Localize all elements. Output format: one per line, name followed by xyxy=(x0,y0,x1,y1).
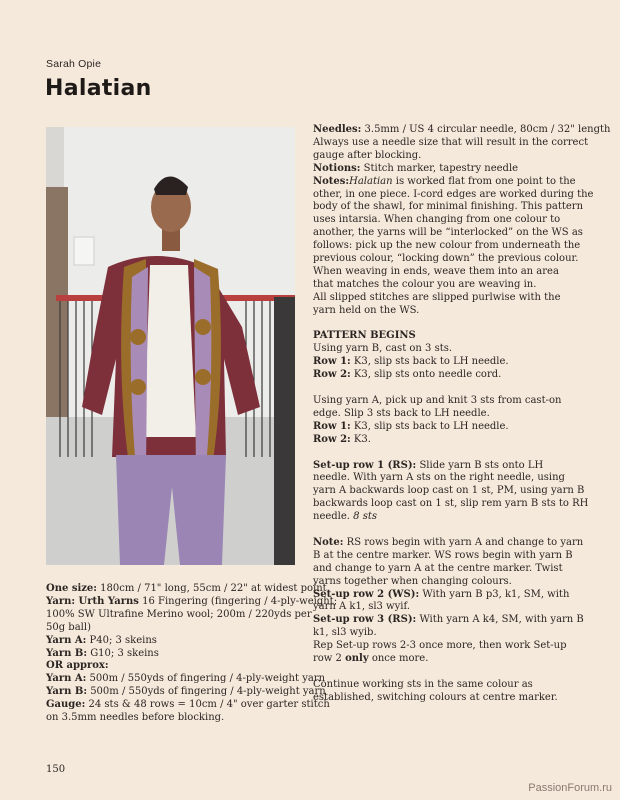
instruction-line: another, the yarns will be “interlocked” on the WS as xyxy=(313,227,583,239)
instruction-line: edge. Slip 3 sts back to LH needle. xyxy=(313,407,490,419)
paragraph-gap xyxy=(313,447,575,460)
instruction-line: Using yarn A, pick up and knit 3 sts from cast-on xyxy=(313,395,562,406)
instruction-line: All slipped stitches are slipped purlwise with the xyxy=(313,291,561,303)
instruction-line: gauge after blocking. xyxy=(313,149,422,161)
pattern-title: Halatian xyxy=(45,76,152,101)
instruction-line: PATTERN BEGINS xyxy=(313,330,416,342)
instruction-line: Row 2: K3. xyxy=(313,433,371,445)
instruction-line: other, in one piece. I-cord edges are worked during the xyxy=(313,188,594,200)
instruction-line: yarn A backwards loop cast on 1 st, PM, using yarn B xyxy=(313,485,585,497)
instruction-line: Using yarn B, cast on 3 sts. xyxy=(313,343,453,355)
instruction-line: Set-up row 1 (RS): Slide yarn B sts onto LH xyxy=(313,459,544,471)
instruction-line: needle. With yarn A sts on the right needle, using xyxy=(313,472,565,484)
model-photo-illustration xyxy=(46,127,295,565)
instruction-line: Always use a needle size that will result in the correct xyxy=(313,136,589,148)
instruction-line: Set-up row 3 (RS): With yarn A k4, SM, with yarn B xyxy=(313,614,584,626)
author-name: Sarah Opie xyxy=(46,58,102,70)
instruction-line: that matches the colour you are weaving in. xyxy=(313,278,537,290)
instruction-line: established, switching colours at centre marker. xyxy=(313,691,558,703)
instruction-line: Rep Set-up rows 2-3 once more, then work Set-up xyxy=(313,640,567,652)
instruction-line: needle. 8 sts xyxy=(313,511,377,523)
instruction-line: Row 1: K3, slip sts back to LH needle. xyxy=(313,420,509,432)
instruction-line: yarn A k1, sl3 wyif. xyxy=(313,601,410,613)
spec-line: Gauge: 24 sts & 48 rows = 10cm / 4" over garter stitch xyxy=(46,699,330,711)
instruction-line: Row 1: K3, slip sts back to LH needle. xyxy=(313,356,509,368)
instruction-line: Notes:Halatian is worked flat from one point to the xyxy=(313,175,576,187)
instruction-line: When weaving in ends, weave them into an area xyxy=(313,265,559,277)
spec-line: 100% SW Ultrafine Merino wool; 200m / 220yds per xyxy=(46,608,312,620)
instruction-line: follows: pick up the new colour from underneath the xyxy=(313,240,581,252)
instruction-line: row 2 only once more. xyxy=(313,653,429,665)
instruction-line: Row 2: K3, slip sts onto needle cord. xyxy=(313,369,502,381)
spec-line: 50g ball) xyxy=(46,621,91,633)
spec-line: Yarn B: G10; 3 skeins xyxy=(46,647,159,659)
paragraph-gap xyxy=(313,382,575,395)
instruction-line: uses intarsia. When changing from one colour to xyxy=(313,214,561,226)
instruction-line: body of the shawl, for minimal finishing. This pattern xyxy=(313,201,584,213)
instruction-line: B at the centre marker. WS rows begin with yarn B xyxy=(313,549,573,561)
instruction-line: previous colour, “locking down” the previous colour. xyxy=(313,253,579,265)
paragraph-gap xyxy=(313,524,575,537)
spec-line: Yarn A: P40; 3 skeins xyxy=(46,634,157,646)
model-photo xyxy=(46,127,295,565)
spec-line: OR approx: xyxy=(46,660,109,672)
spec-line: Yarn: Urth Yarns 16 Fingering (fingering / 4-ply-weight; xyxy=(46,595,338,607)
specifications-block xyxy=(46,583,338,725)
paragraph-gap xyxy=(313,318,575,331)
spec-line: Yarn A: 500m / 550yds of fingering / 4-ply-weight yarn xyxy=(46,673,326,685)
instruction-line: k1, sl3 wyib. xyxy=(313,627,377,639)
spec-line: Yarn B: 500m / 550yds of fingering / 4-ply-weight yarn xyxy=(46,686,326,698)
instruction-line: yarns together when changing colours. xyxy=(313,575,512,587)
instruction-line: and change to yarn A at the centre marker. Twist xyxy=(313,562,563,574)
site-watermark: PassionForum.ru xyxy=(528,782,612,794)
paragraph-gap xyxy=(313,666,575,679)
instruction-line: backwards loop cast on 1 st, slip rem yarn B sts to RH xyxy=(313,498,589,510)
spec-line: One size: 180cm / 71" long, 55cm / 22" at widest point xyxy=(46,583,327,594)
spec-line: on 3.5mm needles before blocking. xyxy=(46,712,225,724)
instruction-line: yarn held on the WS. xyxy=(313,304,420,316)
pattern-instructions xyxy=(313,124,611,705)
instruction-line: Notions: Stitch marker, tapestry needle xyxy=(313,162,519,174)
instruction-line: Needles: 3.5mm / US 4 circular needle, 80cm / 32" length xyxy=(313,124,611,135)
instruction-line: Note: RS rows begin with yarn A and change to yarn xyxy=(313,536,584,548)
instruction-line: Set-up row 2 (WS): With yarn B p3, k1, SM, with xyxy=(313,588,570,600)
instruction-line: Continue working sts in the same colour as xyxy=(313,678,533,690)
page-number: 150 xyxy=(46,764,66,775)
